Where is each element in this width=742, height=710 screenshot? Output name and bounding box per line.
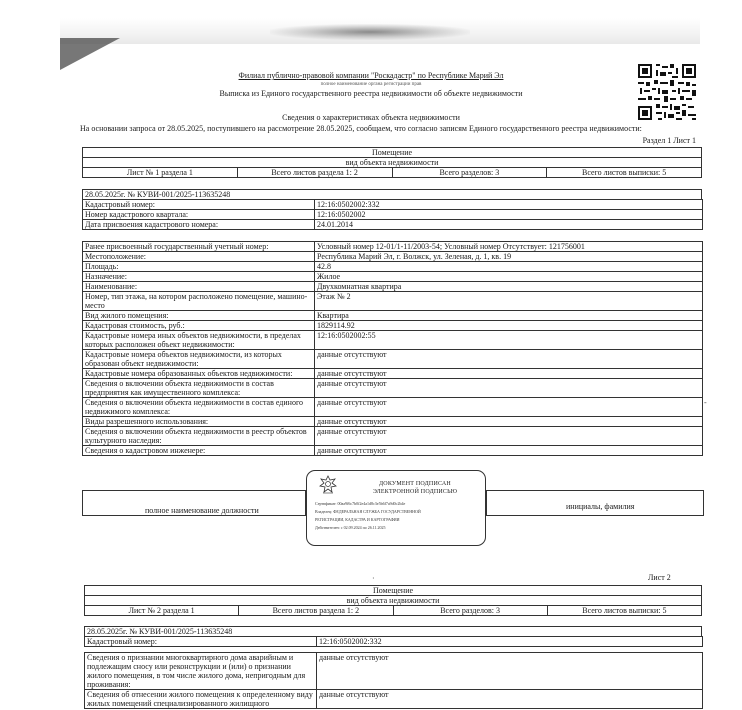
table-row (83, 252, 703, 262)
org-caption: полное наименование органа регистрации прав (320, 82, 422, 87)
field-value: данные отсутствуют (315, 369, 703, 379)
reference-number: 28.05.2025г. № КУВИ-001/2025-113635248 (85, 627, 702, 637)
field-label: Наименование: (83, 282, 315, 292)
object-type: Помещение (85, 586, 702, 596)
field-value: данные отсутствуют (317, 690, 703, 709)
section-label: Раздел 1 Лист 1 (642, 136, 696, 145)
table-row (83, 292, 703, 311)
basic-info-table (82, 199, 703, 230)
sheet2-cadastral-table (84, 636, 703, 647)
reference-number: 28.05.2025г. № КУВИ-001/2025-113635248 (83, 190, 702, 200)
field-label: Сведения о включении объекта недвижимости в состав предприятия как имущественного комплекса: (83, 379, 315, 398)
field-value: 12:16:0502002:55 (315, 331, 703, 350)
field-label: Ранее присвоенный государственный учетный номер: (83, 242, 315, 252)
table-row (83, 379, 703, 398)
table-row (83, 331, 703, 350)
sheet2-header-table (84, 585, 702, 616)
field-label: Номер, тип этажа, на котором расположено помещение, машино-место (83, 292, 315, 311)
field-value: данные отсутствуют (315, 427, 703, 446)
field-value: Условный номер 12-01/1-11/2003-54; Условный номер Отсутствует: 121756001 (315, 242, 703, 252)
field-label: Дата присвоения кадастрового номера: (83, 220, 315, 230)
stamp-subtitle: ЭЛЕКТРОННОЙ ПОДПИСЬЮ (372, 489, 458, 495)
sheets-total: Всего листов выписки: 5 (547, 168, 702, 178)
table-row (83, 311, 703, 321)
field-value: 12:16:0502002 (315, 210, 703, 220)
scan-mark: · (372, 574, 375, 583)
table-row (83, 417, 703, 427)
table-row (83, 210, 703, 220)
sheet-number: Лист № 1 раздела 1 (83, 168, 238, 178)
field-value: Квартира (315, 311, 703, 321)
object-type: Помещение (83, 148, 702, 158)
field-value: 24.01.2014 (315, 220, 703, 230)
details-table (82, 241, 703, 456)
field-label: Кадастровые номера иных объектов недвижимости, в пределах которых расположен объект недвижимости: (83, 331, 315, 350)
cadastral-value: 12:16:0502002:332 (317, 637, 703, 647)
table-row (83, 350, 703, 369)
table-row (83, 427, 703, 446)
field-label: Виды разрешенного использования: (83, 417, 315, 427)
sheet2-label: Лист 2 (648, 573, 671, 582)
table-row (83, 446, 703, 456)
field-label: Кадастровая стоимость, руб.: (83, 321, 315, 331)
intro-text: На основании запроса от 28.05.2025, поступившего на рассмотрение 28.05.2025, сообщаем, что согласно записям Единого государственного реестра недвижимости: (80, 124, 642, 133)
sheets-total: Всего листов выписки: 5 (547, 606, 701, 616)
field-value: данные отсутствуют (315, 446, 703, 456)
cadastral-label: Кадастровый номер: (85, 637, 317, 647)
object-type-caption: вид объекта недвижимости (85, 596, 702, 606)
field-value: 1829114.92 (315, 321, 703, 331)
page-fold (60, 38, 120, 70)
object-type-caption: вид объекта недвижимости (83, 158, 702, 168)
field-value: данные отсутствуют (317, 653, 703, 690)
table-row (83, 242, 703, 252)
field-label: Сведения о включении объекта недвижимости в реестр объектов культурного наследия: (83, 427, 315, 446)
field-label: Местоположение: (83, 252, 315, 262)
table-row (83, 262, 703, 272)
emblem-icon (317, 474, 339, 496)
stamp-validity: Действителен: с 02.09.2024 по 26.11.2025 (315, 525, 386, 530)
field-value: 12:16:0502002:332 (315, 200, 703, 210)
field-value: Жилое (315, 272, 703, 282)
field-label: Сведения о включении объекта недвижимости в состав единого недвижимого комплекса: (83, 398, 315, 417)
qr-code-icon (636, 62, 698, 122)
sections-total: Всего разделов: 3 (393, 606, 547, 616)
field-value: Республика Марий Эл, г. Волжск, ул. Зеленая, д. 1, кв. 19 (315, 252, 703, 262)
field-value: данные отсутствуют (315, 379, 703, 398)
stamp-title: ДОКУМЕНТ ПОДПИСАН (379, 481, 451, 487)
stamp-owner-continued: РЕГИСТРАЦИИ, КАДАСТРА И КАРТОГРАФИИ (315, 517, 400, 522)
field-label: Назначение: (83, 272, 315, 282)
sheet1-header-table (82, 147, 702, 178)
sections-total: Всего разделов: 3 (392, 168, 547, 178)
table-row (83, 272, 703, 282)
field-label: Сведения об отнесении жилого помещения к определенному виду жилых помещений специализированного жилищного (85, 690, 317, 709)
table-row (85, 653, 703, 690)
org-name: Филиал публично-правовой компании "Роскадастр" по Республике Марий Эл (238, 71, 504, 80)
field-label: Сведения о признании многоквартирного дома аварийным и подлежащим сносу или реконструкции и (или) о признании жилого помещения, в том числе жилого дома, непригодным для проживания: (85, 653, 317, 690)
field-label: Кадастровый номер: (83, 200, 315, 210)
position-label: полное наименование должности (145, 506, 259, 515)
field-label: Номер кадастрового квартала: (83, 210, 315, 220)
field-value: данные отсутствуют (315, 398, 703, 417)
field-label: Площадь: (83, 262, 315, 272)
stamp-owner: Владелец: ФЕДЕРАЛЬНАЯ СЛУЖБА ГОСУДАРСТВЕННОЙ (315, 509, 421, 514)
document-subtitle: Сведения о характеристиках объекта недвижимости (282, 113, 460, 122)
table-row (83, 321, 703, 331)
table-row (83, 282, 703, 292)
table-row (85, 690, 703, 709)
sheet2-details-table (84, 652, 703, 709)
table-row (83, 220, 703, 230)
sheets-in-section: Всего листов раздела 1: 2 (239, 606, 393, 616)
field-value: 42.8 (315, 262, 703, 272)
field-value: Этаж № 2 (315, 292, 703, 311)
field-label: Кадастровые номера образованных объектов недвижимости: (83, 369, 315, 379)
table-row (83, 398, 703, 417)
stamp-certificate: Сертификат: 00aa9f6c7b0f2e4a1d8c3e5b6f7a9d0c2b4e (315, 501, 406, 506)
name-label: инициалы, фамилия (566, 502, 635, 511)
table-row (83, 369, 703, 379)
document-title: Выписка из Единого государственного реестра недвижимости об объекте недвижимости (219, 89, 523, 98)
field-value: данные отсутствуют (315, 417, 703, 427)
table-row (83, 200, 703, 210)
sheets-in-section: Всего листов раздела 1: 2 (237, 168, 392, 178)
sheet-number: Лист № 2 раздела 1 (85, 606, 239, 616)
field-label: Кадастровые номера объектов недвижимости, из которых образован объект недвижимости: (83, 350, 315, 369)
field-label: Вид жилого помещения: (83, 311, 315, 321)
scan-mark: - (704, 398, 707, 407)
field-label: Сведения о кадастровом инженере: (83, 446, 315, 456)
field-value: Двухкомнатная квартира (315, 282, 703, 292)
scan-smudge (270, 24, 470, 40)
field-value: данные отсутствуют (315, 350, 703, 369)
electronic-signature-stamp (306, 470, 486, 546)
